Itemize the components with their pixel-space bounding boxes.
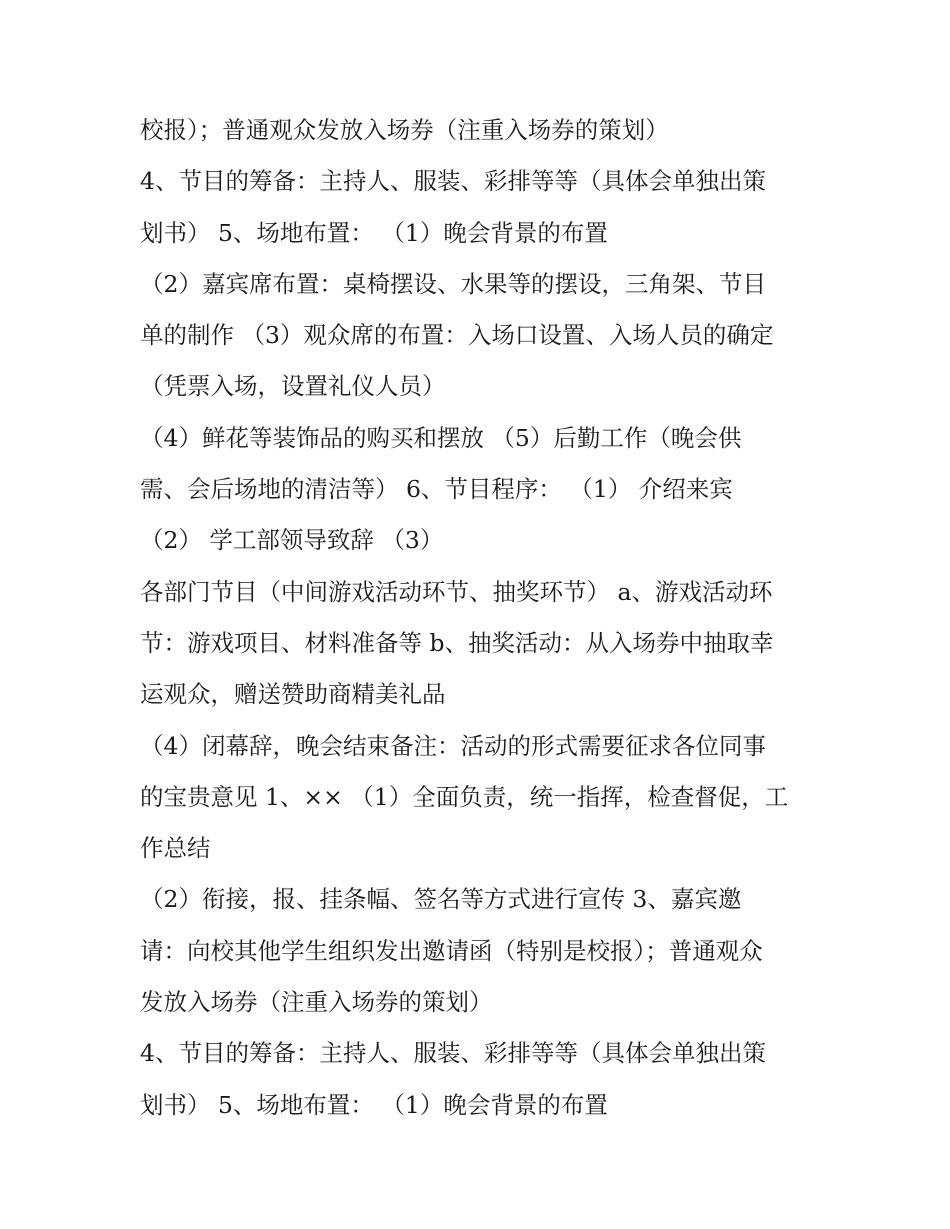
text-line: 需、会后场地的清洁等） 6、节目程序： （1） 介绍来宾 [140, 475, 733, 504]
text-line: （2） 学工部领导致辞 （3） [140, 526, 444, 555]
text-line: 4、节目的筹备：主持人、服装、彩排等等（具体会单独出策 [140, 1039, 766, 1068]
text-line: 请：向校其他学生组织发出邀请函（特别是校报）；普通观众 [140, 936, 763, 965]
text-line: 单的制作 （3）观众席的布置：入场口设置、入场人员的确定 [140, 321, 774, 350]
text-line: （4）闭幕辞，晚会结束备注：活动的形式需要征求各位同事 [140, 731, 766, 760]
text-line: 节：游戏项目、材料准备等 b、抽奖活动：从入场券中抽取幸 [140, 628, 774, 657]
text-line: 运观众，赠送赞助商精美礼品 [140, 680, 446, 709]
text-line: （4）鲜花等装饰品的购买和摆放 （5）后勤工作（晚会供 [140, 423, 742, 452]
text-line: （2）衔接，报、挂条幅、签名等方式进行宣传 3、嘉宾邀 [140, 885, 742, 914]
text-line: （2）嘉宾席布置：桌椅摆设、水果等的摆设，三角架、节目 [140, 269, 766, 298]
text-line: 4、节目的筹备：主持人、服装、彩排等等（具体会单独出策 [140, 167, 766, 196]
text-line: （凭票入场，设置礼仪人员） [140, 372, 446, 401]
body-text [140, 108, 830, 1134]
text-line: 各部门节目（中间游戏活动环节、抽奖环节） a、游戏活动环 [140, 577, 773, 606]
text-line: 划书） 5、场地布置： （1）晚会背景的布置 [140, 1090, 608, 1119]
text-line: 发放入场券（注重入场券的策划） [140, 988, 493, 1017]
text-line: 的宝贵意见 1、×× （1）全面负责，统一指挥，检查督促，工 [140, 782, 789, 811]
text-line: 划书） 5、场地布置： （1）晚会背景的布置 [140, 218, 608, 247]
text-line: 作总结 [140, 834, 211, 863]
text-line: 校报）；普通观众发放入场券（注重入场券的策划） [140, 116, 669, 144]
